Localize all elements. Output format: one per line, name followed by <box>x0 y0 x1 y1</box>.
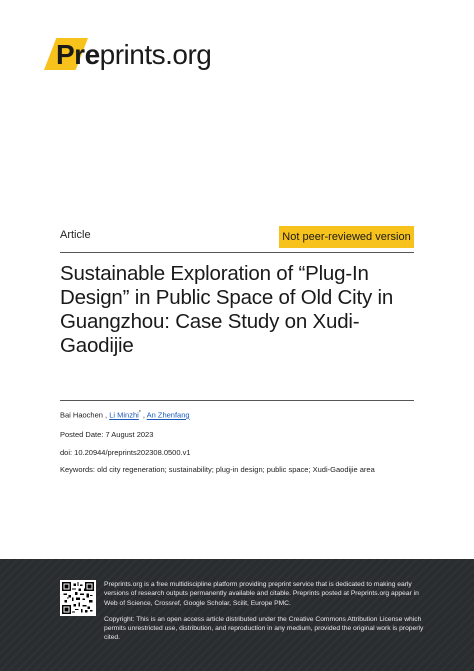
article-title: Sustainable Exploration of “Plug-In Design” in Public Space of Old City in Guangzhou: Case Study on Xudi-Gaodijie <box>60 262 394 357</box>
footer-about-text: Preprints.org is a free multidiscipline platform providing preprint service that is dedicated to making early versions of research outputs permanently available and citable. Preprints posted at Preprints.org appear in Web of Science, Crossref, Google Scholar, Scilit, Europe PMC. <box>104 581 419 607</box>
article-type-label: Article <box>60 229 91 241</box>
divider-middle <box>60 400 414 401</box>
qr-code-graphic <box>62 582 94 614</box>
qr-code-icon[interactable] <box>60 580 96 616</box>
author-list: Bai Haochen , Li Minzhi* , An Zhenfang <box>60 410 190 420</box>
preprints-logo[interactable] <box>44 38 211 72</box>
author-link[interactable]: Li Minzhi <box>109 410 139 420</box>
review-status-badge: Not peer-reviewed version <box>279 226 414 248</box>
author-link[interactable]: An Zhenfang <box>146 410 190 420</box>
keywords-text: Keywords: old city regeneration; sustainability; plug-in design; public space; Xudi-Gaodijie area <box>60 465 375 474</box>
corresponding-author-mark: * <box>138 410 141 416</box>
footer-copyright-text: Copyright: This is an open access article distributed under the Creative Commons Attribution License which permits unrestricted use, distribution, and reproduction in any medium, provided the original work is properly cited. <box>104 615 424 642</box>
posted-date: Posted Date: 7 August 2023 <box>60 430 154 439</box>
doi-text[interactable]: doi: 10.20944/preprints202308.0500.v1 <box>60 448 191 457</box>
logo-bold-text: Pre <box>56 39 100 70</box>
divider-top <box>60 252 414 253</box>
logo-rest-text: prints.org <box>99 39 212 70</box>
author-name: Bai Haochen <box>60 410 103 420</box>
footer-text-block <box>104 580 424 650</box>
